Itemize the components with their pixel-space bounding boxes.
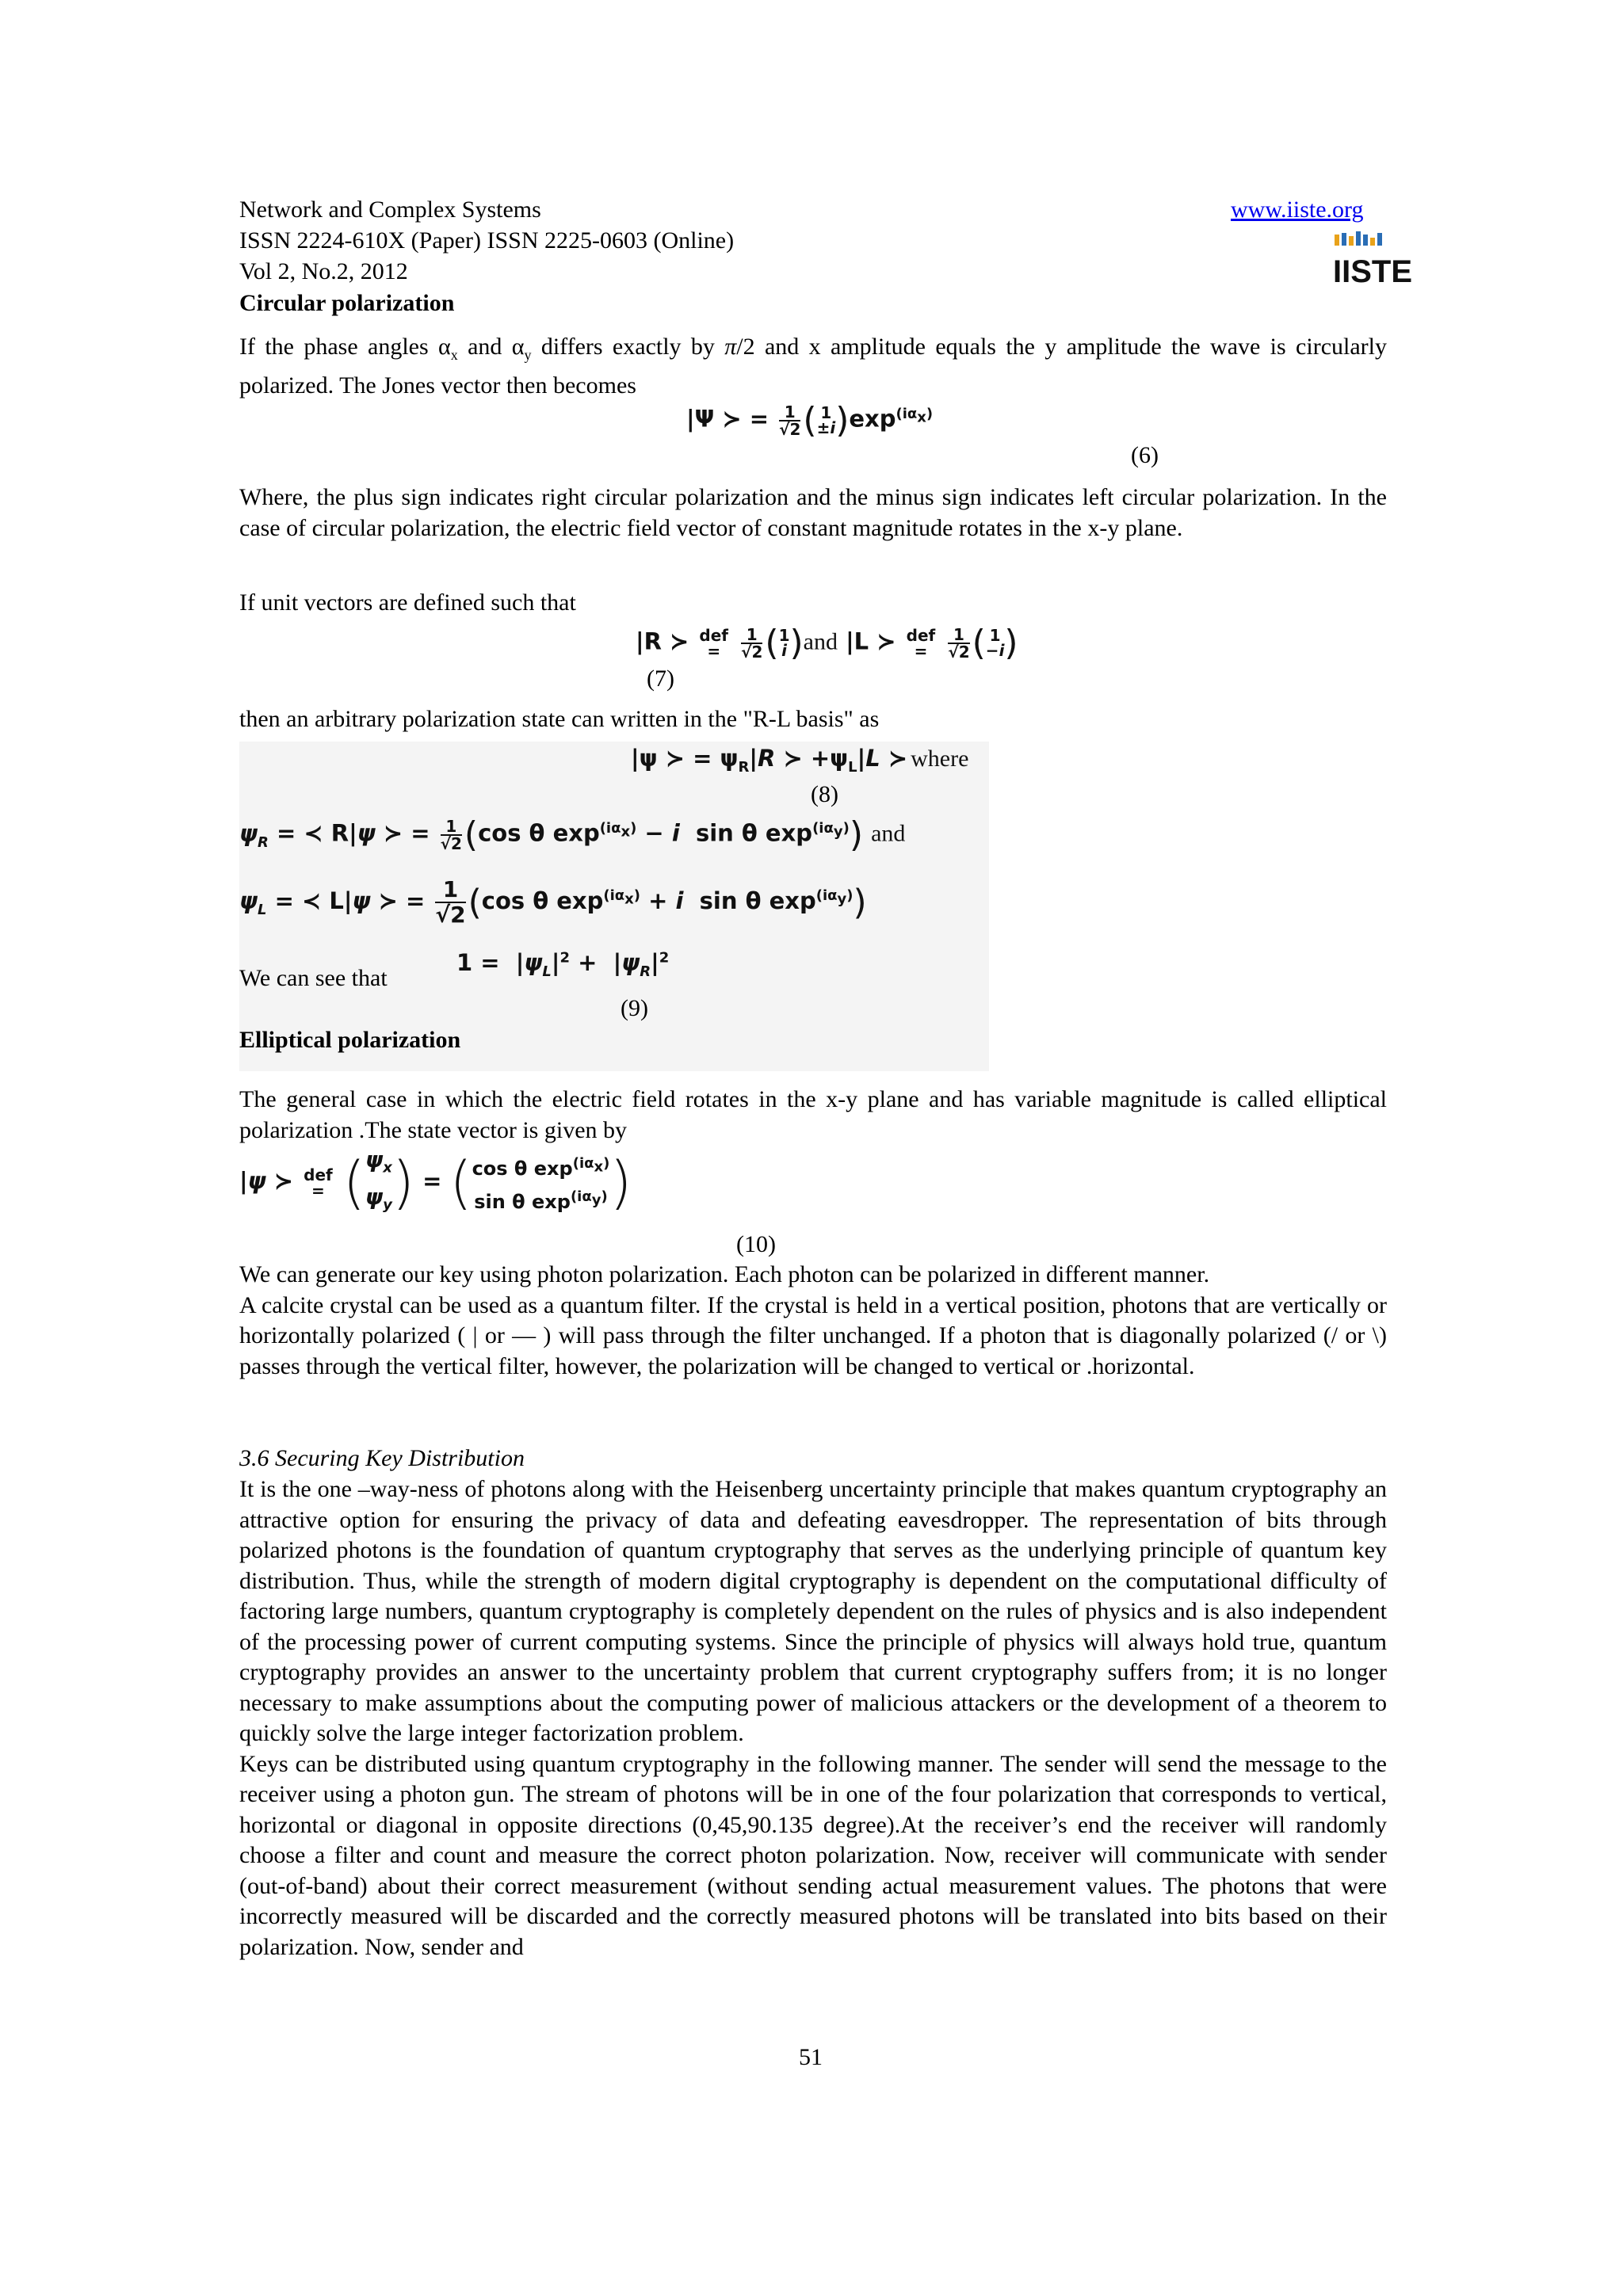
equation-6: |Ψ ≻ = $\frac{1}{√2}$ ( 1 ±i )$\exp^{(i\alpha_x)}$ [686, 400, 934, 441]
issn-line: ISSN 2224-610X (Paper) ISSN 2225-0603 (Online) [239, 227, 735, 254]
section-heading-circular: Circular polarization [239, 290, 455, 316]
equation-10: |ψ ≻ def = ( $\psi_x$ $\psi_y$ ) = ( cos θ $\exp^{(i\alpha_x)}$ sin θ $\exp^{(i\alpha_y)}$ ) [239, 1146, 632, 1216]
equation-7-and: and [803, 628, 838, 655]
equation-6-number: (6) [1131, 442, 1159, 468]
iiste-logo [1333, 231, 1413, 289]
svg-text:IISTE: IISTE [1333, 254, 1413, 289]
rl-basis-text: then an arbitrary polarization state can written in the "R-L basis" as [239, 706, 880, 732]
journal-title: Network and Complex Systems [239, 196, 541, 223]
equation-psi-l: $\psi_L$ = ≺ L|ψ ≻ = $\frac{1}{√2}$ (cos θ $\exp^{(i\alpha_x)} + i$ sin θ $\exp^{(i\alpha_y)}$) [239, 876, 867, 928]
calcite-text: A calcite crystal can be used as a quantum filter. If the crystal is held in a vertical position, photons that are vertically or horizontally polarized ( | or — ) will pass through the filter unchanged. If a photon that is diagonally polarized (/ or \) passes through the vertical filter, however, the polarization will be changed to vertical or .horizontal. [239, 1291, 1387, 1379]
website-link[interactable]: www.iiste.org [1231, 196, 1364, 223]
volume-line: Vol 2, No.2, 2012 [239, 258, 408, 284]
iiste-logo-icon [1333, 231, 1413, 289]
elliptical-intro-text: The general case in which the electric field rotates in the x-y plane and has variable magnitude is called elliptical polarization .The state vector is given by [239, 1086, 1387, 1143]
key-generation-text: We can generate our key using photon polarization. Each photon can be polarized in different manner. [239, 1261, 1210, 1287]
securing-paragraph-1: It is the one –way-ness of photons along with the Heisenberg uncertainty principle that makes quantum cryptography an attractive option for ensuring the privacy of data and defeating eavesdropper. The representation of bits through polarized photons is the foundation of quantum cryptography that serves as the underlying principle of quantum key distribution. Thus, while the strength of modern digital cryptography is dependent on the computational difficulty of factoring large numbers, quantum cryptography is completely dependent on the rules of physics and is also independent of the processing power of current computing systems. Since the principle of physics will always hold true, quantum cryptography provides an answer to the uncertainty problem that current cryptography suffers from; it is no longer necessary to make assumptions about the computing power of malicious attackers or the development of a theorem to quickly solve the large integer factorization problem. [239, 1476, 1387, 1746]
section-heading-securing: 3.6 Securing Key Distribution [239, 1445, 525, 1471]
equation-psi-r-and: and [871, 820, 906, 847]
equation-10-number: (10) [736, 1231, 776, 1257]
securing-paragraphs [239, 1474, 1387, 1962]
section-heading-elliptical: Elliptical polarization [239, 1027, 461, 1053]
equation-psi-r: $\psi_R$ = ≺ R|ψ ≻ = $\frac{1}{√2}$ (cos θ $\exp^{(i\alpha_x)} - i$ sin θ $\exp^{(i\alpha_y)}$) and [239, 814, 906, 855]
elliptical-intro-paragraph [239, 1085, 1387, 1146]
circular-intro-paragraph [239, 332, 1387, 401]
circular-explain-text: Where, the plus sign indicates right circular polarization and the minus sign indicates left circular polarization. In the case of circular polarization, the electric field vector of constant magnitude rotates in the x-y plane. [239, 484, 1387, 541]
page-number: 51 [799, 2044, 823, 2070]
equation-8-number: (8) [811, 781, 838, 807]
equation-7: |R ≻ def = $\frac{1}{√2}$ ( 1 i )and |L ≻ def = $\frac{1}{√2}$ ( 1 −i ) [636, 623, 1018, 663]
key-generation-paragraph [239, 1260, 1387, 1382]
unit-vectors-text: If unit vectors are defined such that [239, 589, 576, 616]
securing-paragraph-2: Keys can be distributed using quantum cryptography in the following manner. The sender will send the message to the receiver using a photon gun. The stream of photons will be in one of the four polarization that corresponds to vertical, horizontal or diagonal in opposite directions (0,45,90.135 degree).At the receiver’s end the receiver will randomly choose a filter and count and measure the correct photon polarization. Now, receiver will communicate with sender (out-of-band) about their correct measurement (without sending actual measurement values. The photons that were incorrectly measured will be discarded and the correctly measured photons will be translated into bits based on their polarization. Now, sender and [239, 1750, 1387, 1960]
circular-explain-paragraph [239, 482, 1387, 543]
we-can-see-text: We can see that [239, 965, 388, 991]
circular-intro-text: If the phase angles $\alpha_x$ and $\alpha_y$ differs exactly by π/2 and x amplitude equals the y amplitude the wave is circularly polarized. The Jones vector then becomes [239, 334, 1387, 399]
equation-9: $1 = |\psi_L|^2 + |\psi_R|^2$ [456, 949, 670, 980]
equation-9-number: (9) [621, 995, 648, 1021]
equation-8-where: where [911, 746, 969, 772]
equation-8: |ψ ≻ = $\psi_R|R$ ≻ $+\psi_L|L$ ≻ where [631, 745, 969, 776]
equation-7-number: (7) [647, 666, 674, 692]
